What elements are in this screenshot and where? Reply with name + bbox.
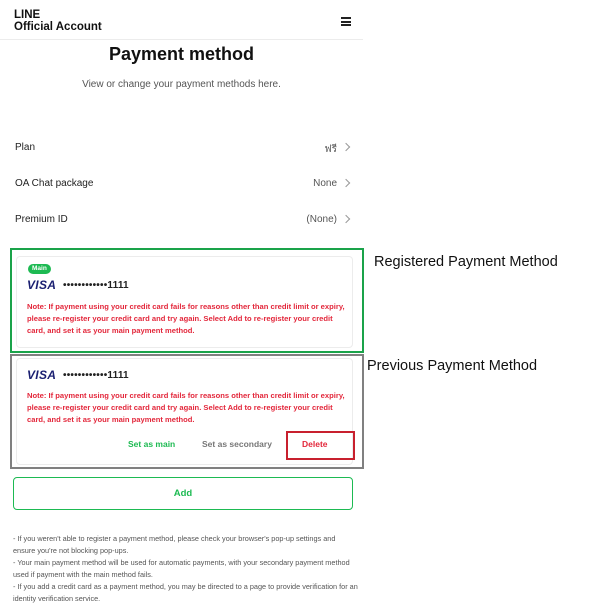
payment-info-notes	[13, 533, 358, 605]
plan-value: ฟรี	[324, 144, 337, 155]
hamburger-menu-icon[interactable]	[341, 17, 351, 26]
registered-highlight-box	[10, 248, 364, 353]
chevron-right-icon	[342, 215, 350, 223]
chevron-right-icon	[342, 179, 350, 187]
line-official-account-logo[interactable]	[14, 9, 102, 33]
set-as-main-button[interactable]: Set as main	[128, 439, 176, 449]
page-title: Payment method	[108, 44, 255, 64]
oa-chat-package-label: OA Chat package	[15, 178, 94, 189]
premium-id-label: Premium ID	[15, 214, 68, 225]
previous-payment-method-annotation: Previous Payment Method	[367, 358, 538, 374]
oa-chat-package-row[interactable]	[0, 171, 363, 199]
card-failure-note: Note: If payment using your credit card fails for reasons other than credit limit or expiry, please re-register your credit card and try again. Select Add to re-register your credit card, and set it as your main payment method.	[27, 391, 345, 425]
plan-label: Plan	[15, 142, 36, 153]
main-badge: Main	[28, 264, 51, 274]
page-subtitle: View or change your payment methods here.	[82, 79, 281, 90]
chevron-right-icon	[342, 143, 350, 151]
registered-payment-method-annotation: Registered Payment Method	[374, 254, 558, 270]
plan-row[interactable]	[0, 135, 363, 163]
card-number: ••••••••••••1111	[63, 280, 129, 291]
set-as-secondary-button[interactable]: Set as secondary	[202, 439, 272, 449]
premium-id-value: (None)	[306, 214, 337, 225]
oa-chat-package-value: None	[313, 178, 337, 189]
card-number: ••••••••••••1111	[63, 370, 129, 381]
visa-logo-icon: VISA	[27, 278, 57, 292]
delete-highlight-box	[286, 431, 355, 460]
logo-line-2: Official Account	[14, 21, 102, 33]
premium-id-row[interactable]	[0, 207, 363, 235]
info-line: - Your main payment method will be used for automatic payments, with your secondary payment method used if payment with the main method fails.	[13, 558, 350, 579]
info-line: - If you add a credit card as a payment method, you may be directed to a page to provide verification for an identity verification service.	[13, 582, 358, 603]
info-line: - If you weren't able to register a payment method, please check your browser's pop-up settings and ensure you're not blocking pop-ups.	[13, 534, 336, 555]
add-payment-button[interactable]: Add	[13, 477, 353, 510]
delete-button[interactable]: Delete	[302, 439, 328, 449]
visa-logo-icon: VISA	[27, 368, 57, 382]
logo-line-1: LINE	[14, 9, 41, 21]
app-header	[0, 0, 363, 40]
card-failure-note: Note: If payment using your credit card fails for reasons other than credit limit or expiry, please re-register your credit card and try again. Select Add to re-register your credit card, and set it as your main payment method.	[27, 302, 345, 336]
